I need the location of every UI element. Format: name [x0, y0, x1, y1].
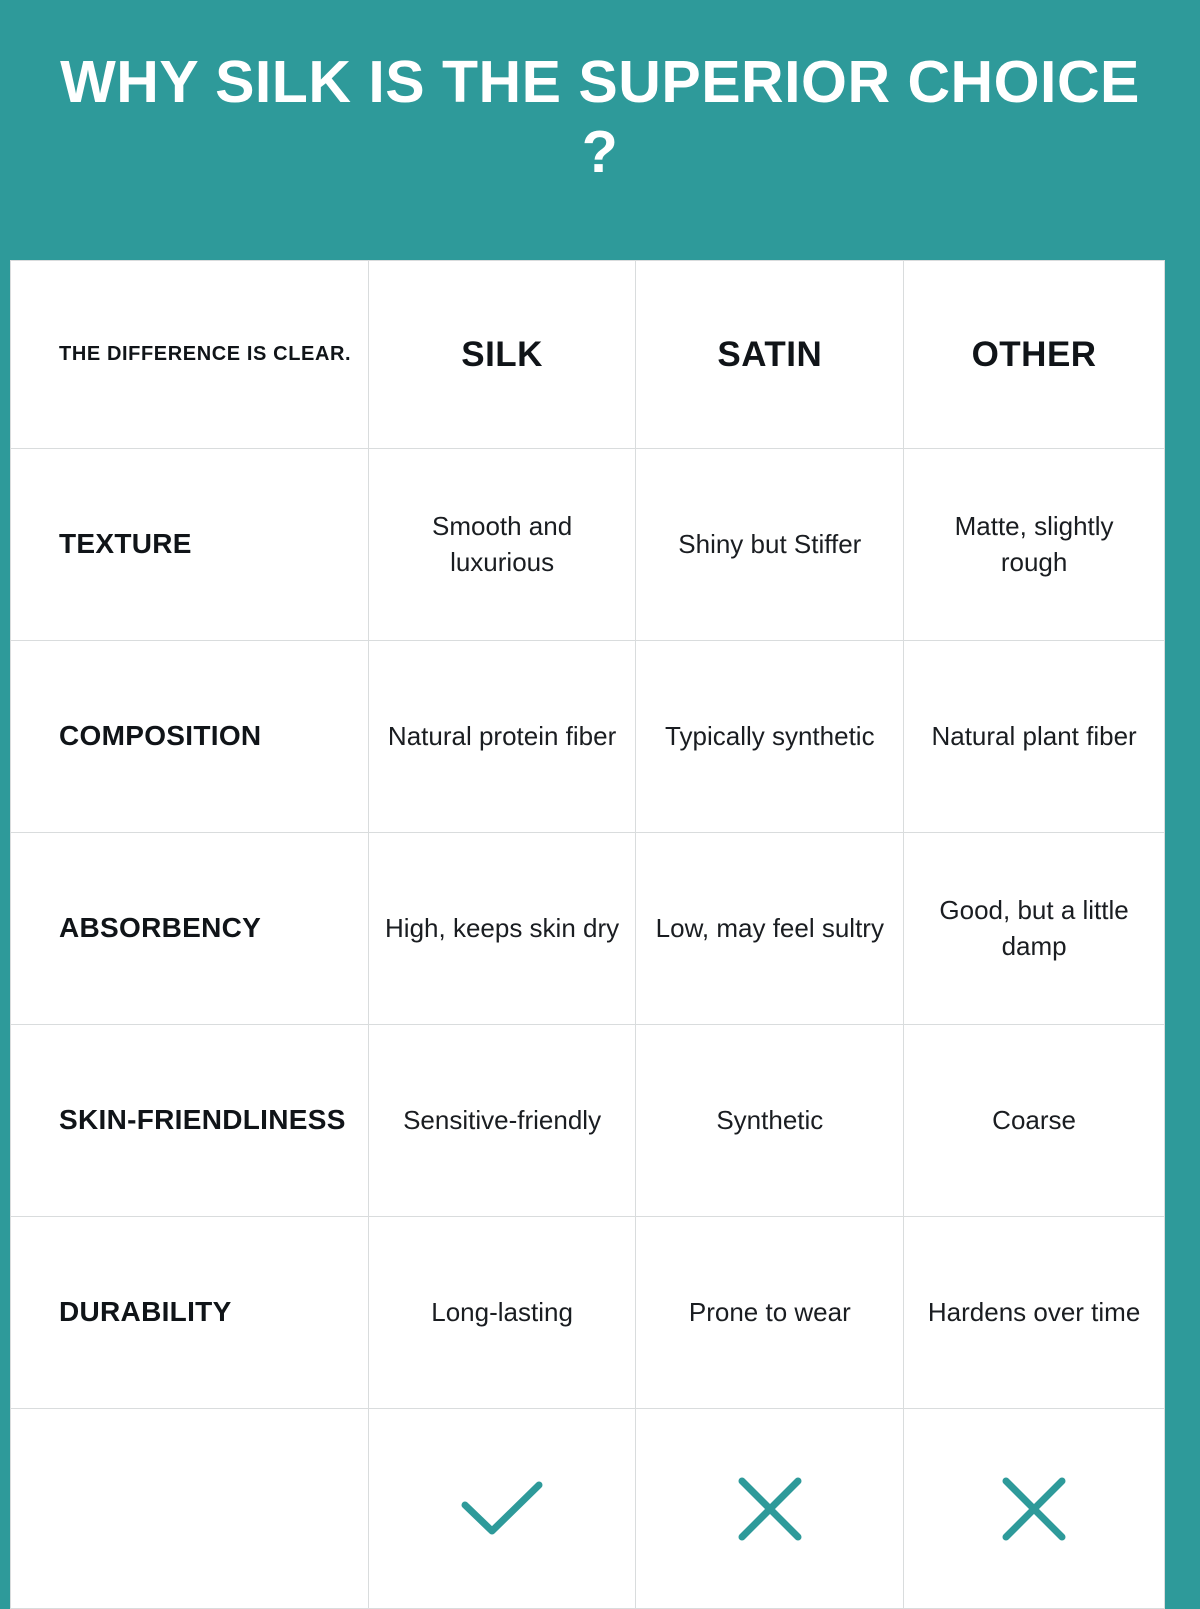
best-choice-silk-cell: [368, 1409, 636, 1609]
row-label-durability: DURABILITY: [59, 1296, 232, 1328]
cell-satin-texture: [636, 449, 904, 641]
cell-value: Good, but a little damp: [939, 894, 1129, 961]
row-label-cell: [11, 641, 369, 833]
column-header-silk-label: SILK: [461, 334, 543, 374]
cell-silk-absorbency: [368, 833, 636, 1025]
column-header-silk: [368, 261, 636, 449]
cell-other-composition: [904, 641, 1165, 833]
best-choice-other-cell: [904, 1409, 1165, 1609]
cell-satin-composition: [636, 641, 904, 833]
table-row: [11, 641, 1165, 833]
cross-icon: [920, 1409, 1148, 1608]
cell-other-durability: [904, 1217, 1165, 1409]
row-label-cell: [11, 1025, 369, 1217]
cell-value: Coarse: [992, 1104, 1076, 1135]
page-title: WHY SILK IS THE SUPERIOR CHOICE ?: [60, 49, 1140, 185]
cell-other-skin-friendliness: [904, 1025, 1165, 1217]
column-header-other-label: OTHER: [971, 334, 1097, 374]
table-row: [11, 449, 1165, 641]
cell-value: High, keeps skin dry: [385, 912, 620, 943]
cross-icon: [652, 1409, 887, 1608]
difference-tagline: THE DIFFERENCE IS CLEAR.: [59, 343, 352, 365]
row-label-cell: [11, 449, 369, 641]
table-header-row: [11, 261, 1165, 449]
table-corner-cell: [11, 261, 369, 449]
row-label-absorbency: ABSORBENCY: [59, 912, 262, 944]
cell-value: Hardens over time: [927, 1296, 1141, 1327]
table-row: [11, 833, 1165, 1025]
cell-silk-composition: [368, 641, 636, 833]
cell-other-absorbency: [904, 833, 1165, 1025]
row-label-cell: [11, 833, 369, 1025]
check-icon: [385, 1409, 620, 1608]
best-choice-label: BEST CHOICE: [59, 1449, 269, 1568]
comparison-table: [10, 260, 1165, 1609]
cell-value: Low, may feel sultry: [655, 912, 884, 943]
column-header-satin-label: SATIN: [717, 334, 823, 374]
cell-value: Matte, slightly rough: [954, 510, 1114, 577]
cell-silk-durability: [368, 1217, 636, 1409]
poster-header: [0, 0, 1200, 213]
cell-value: Natural protein fiber: [387, 720, 617, 751]
cell-silk-skin-friendliness: [368, 1025, 636, 1217]
row-label-skin-friendliness: SKIN-FRIENDLINESS: [59, 1104, 346, 1136]
cell-other-texture: [904, 449, 1165, 641]
row-label-texture: TEXTURE: [59, 528, 192, 560]
best-choice-label-cell: [11, 1409, 369, 1609]
cell-value: Prone to wear: [688, 1296, 851, 1327]
cell-value: Long-lasting: [431, 1296, 573, 1327]
cell-value: Sensitive-friendly: [403, 1104, 602, 1135]
cell-value: Typically synthetic: [665, 720, 875, 751]
table-row: [11, 1025, 1165, 1217]
row-label-cell: [11, 1217, 369, 1409]
cell-value: Synthetic: [716, 1104, 824, 1135]
cell-silk-texture: [368, 449, 636, 641]
cell-value: Natural plant fiber: [931, 720, 1137, 751]
best-choice-satin-cell: [636, 1409, 904, 1609]
column-header-other: [904, 261, 1165, 449]
cell-satin-skin-friendliness: [636, 1025, 904, 1217]
cell-satin-absorbency: [636, 833, 904, 1025]
cell-value: Shiny but Stiffer: [678, 528, 862, 559]
column-header-satin: [636, 261, 904, 449]
cell-value: Smooth and luxurious: [431, 510, 573, 577]
cell-satin-durability: [636, 1217, 904, 1409]
table-row: [11, 1217, 1165, 1409]
row-label-composition: COMPOSITION: [59, 720, 262, 752]
best-choice-row: [11, 1409, 1165, 1609]
comparison-table-container: [10, 260, 1165, 1609]
